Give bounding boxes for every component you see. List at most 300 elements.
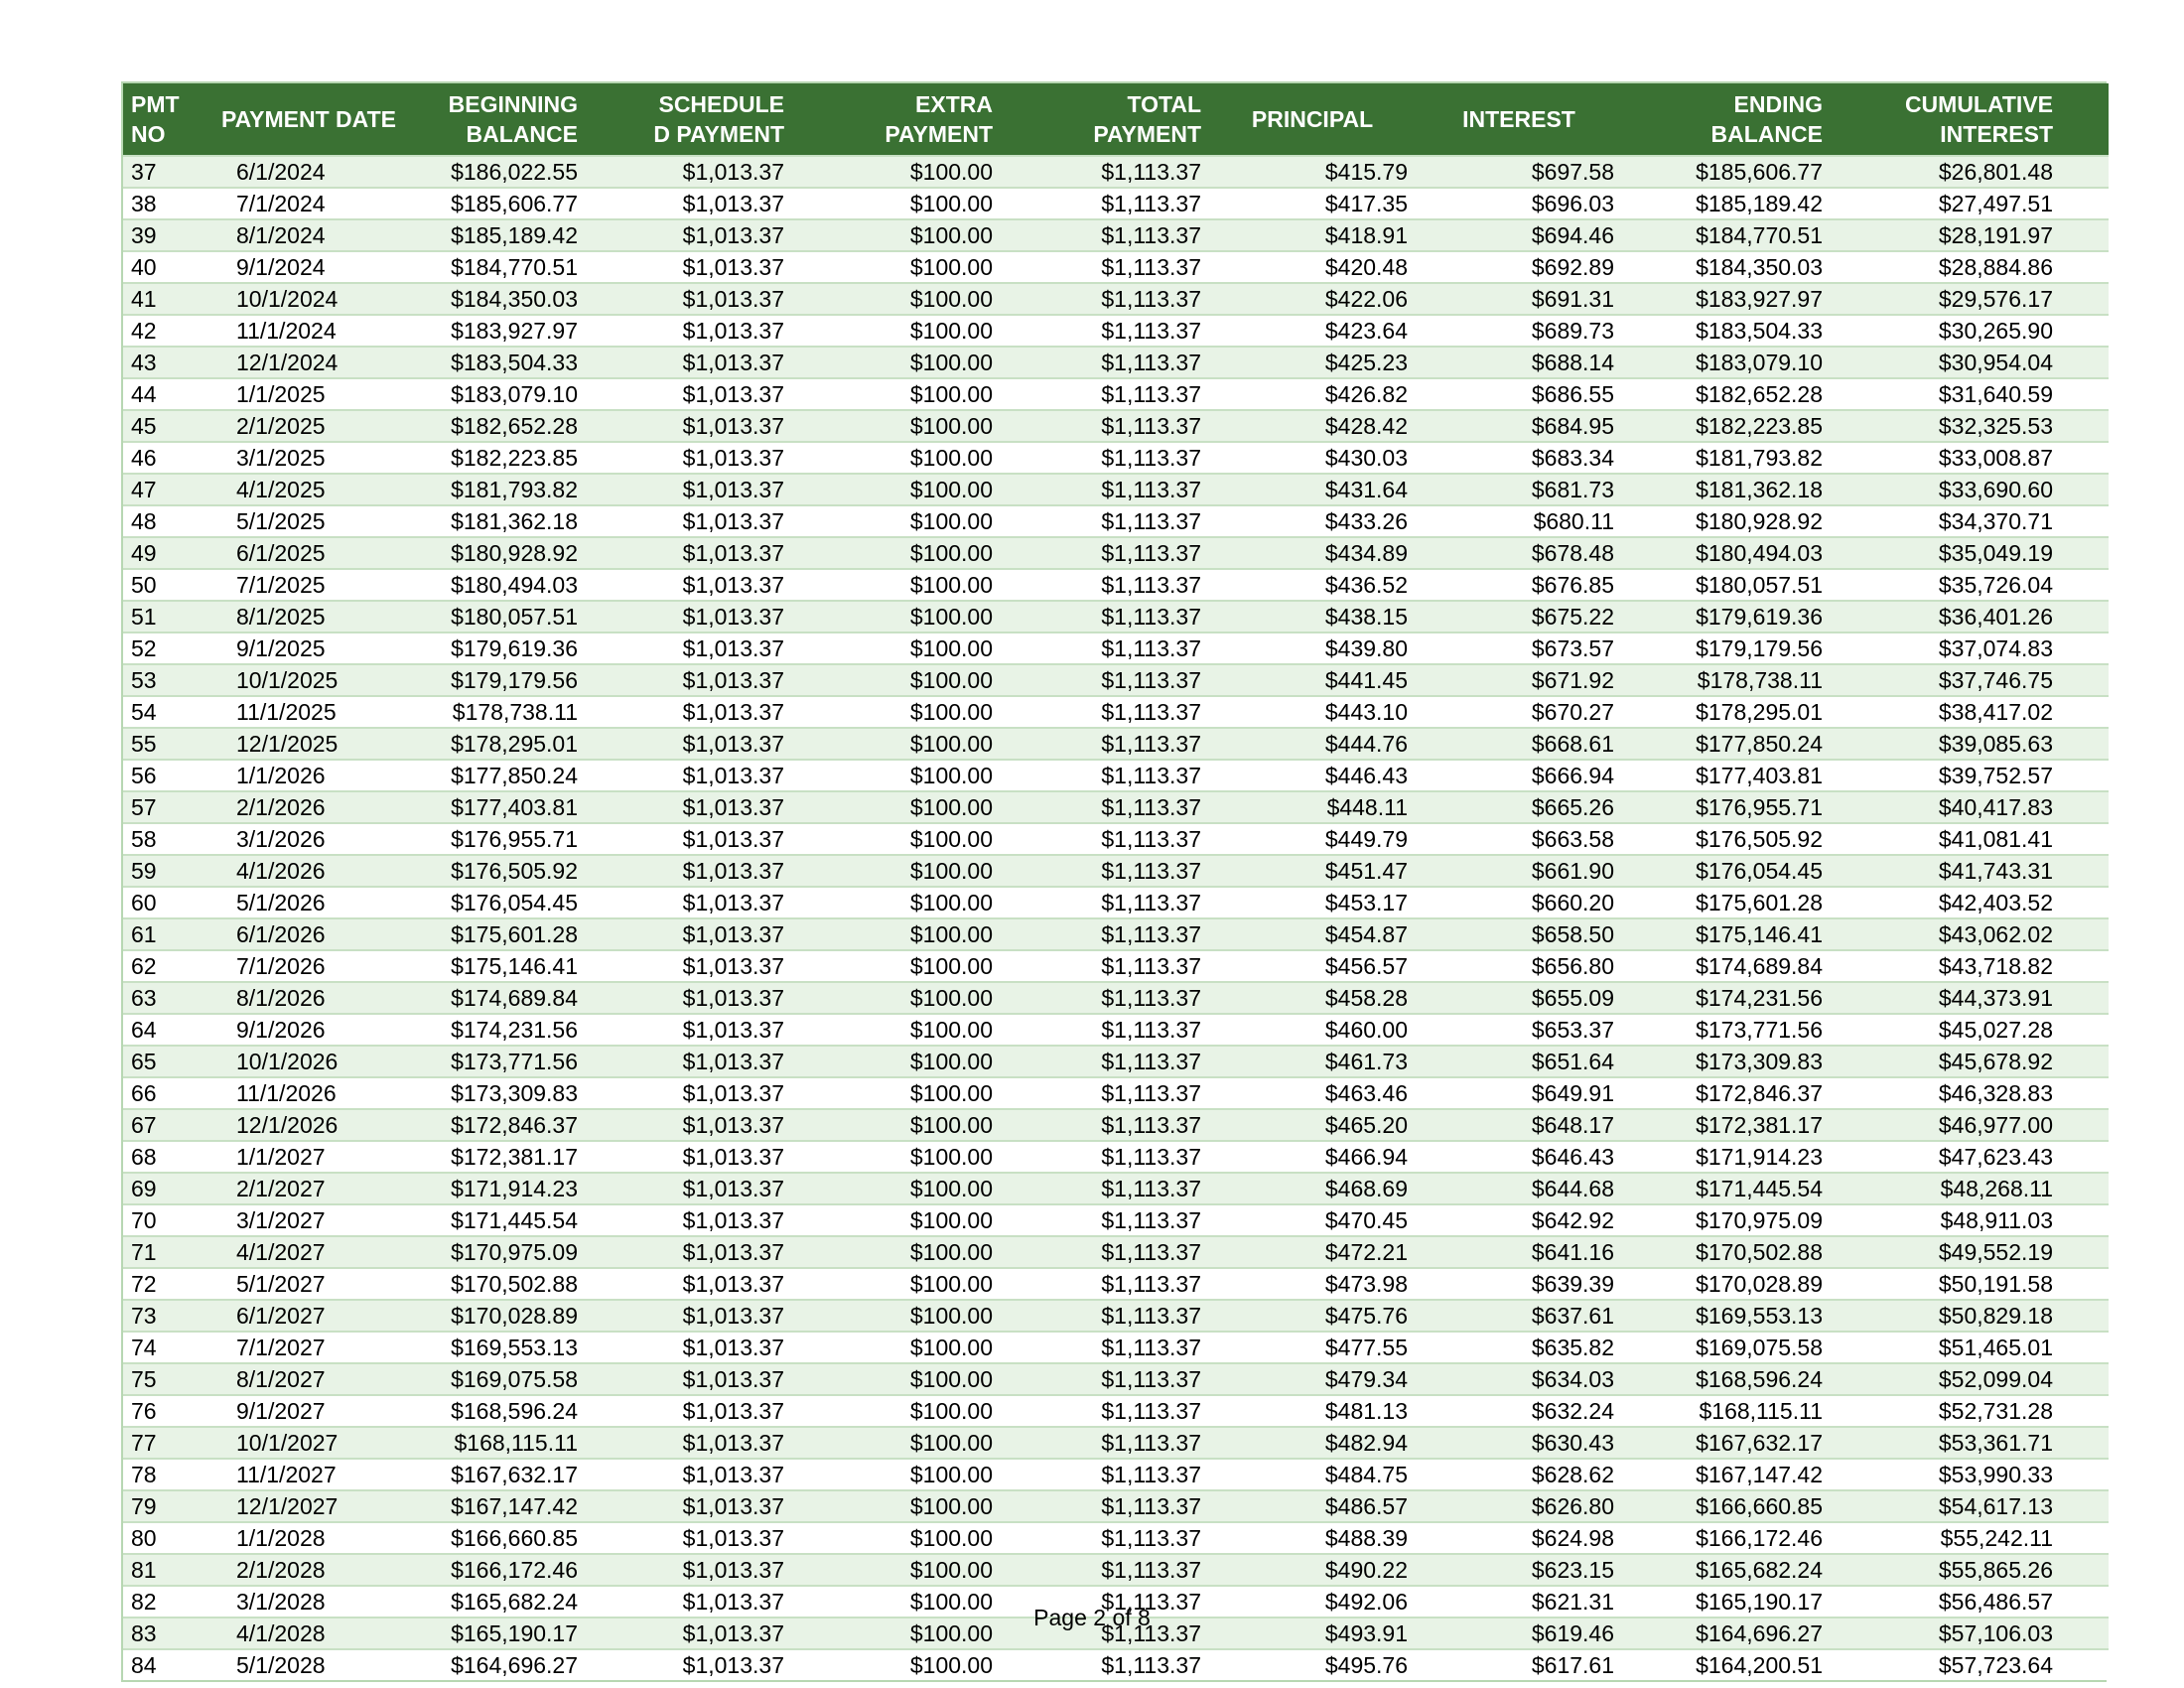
principal-cell: $481.13 [1209,1395,1416,1427]
ending-balance-cell: $172,846.37 [1622,1077,1831,1109]
table-row [123,1300,2109,1332]
principal-cell: $451.47 [1209,855,1416,887]
payment-date-cell: 10/1/2024 [206,283,411,315]
extra-payment-cell: $100.00 [792,887,1001,918]
principal-cell: $453.17 [1209,887,1416,918]
table-row [123,1332,2109,1363]
principal-cell: $484.75 [1209,1459,1416,1490]
beginning-balance-cell: $184,770.51 [411,251,586,283]
interest-cell: $655.09 [1416,982,1622,1014]
pmt-no-cell: 64 [123,1014,206,1046]
interest-cell: $663.58 [1416,823,1622,855]
extra-payment-cell: $100.00 [792,1014,1001,1046]
table-row [123,1141,2109,1173]
table-row [123,855,2109,887]
amortization-table [123,83,2109,1680]
extra-payment-cell: $100.00 [792,696,1001,728]
principal-cell: $460.00 [1209,1014,1416,1046]
extra-payment-cell: $100.00 [792,251,1001,283]
ending-balance-cell: $177,850.24 [1622,728,1831,760]
extra-payment-cell: $100.00 [792,442,1001,474]
ending-balance-cell: $165,682.24 [1622,1554,1831,1586]
beginning-balance-cell: $174,689.84 [411,982,586,1014]
scheduled-payment-cell: $1,013.37 [586,760,792,791]
scheduled-payment-cell: $1,013.37 [586,1618,792,1649]
ending-balance-cell: $170,028.89 [1622,1268,1831,1300]
payment-date-cell: 5/1/2025 [206,505,411,537]
interest-cell: $619.46 [1416,1618,1622,1649]
interest-cell: $626.80 [1416,1490,1622,1522]
table-row [123,887,2109,918]
extra-payment-cell: $100.00 [792,1204,1001,1236]
interest-cell: $644.68 [1416,1173,1622,1204]
payment-date-cell: 6/1/2026 [206,918,411,950]
principal-cell: $422.06 [1209,283,1416,315]
beginning-balance-cell: $167,632.17 [411,1459,586,1490]
ending-balance-cell: $180,928.92 [1622,505,1831,537]
principal-cell: $417.35 [1209,188,1416,219]
interest-cell: $678.48 [1416,537,1622,569]
principal-cell: $486.57 [1209,1490,1416,1522]
ending-balance-cell: $169,075.58 [1622,1332,1831,1363]
cumulative-interest-cell: $33,008.87 [1831,442,2109,474]
scheduled-payment-cell: $1,013.37 [586,633,792,664]
total-payment-cell: $1,113.37 [1001,1046,1209,1077]
interest-cell: $691.31 [1416,283,1622,315]
pmt-no-cell: 78 [123,1459,206,1490]
col-header-payment-date: PAYMENT DATE [206,83,411,156]
beginning-balance-cell: $169,075.58 [411,1363,586,1395]
table-row [123,1649,2109,1680]
principal-cell: $415.79 [1209,156,1416,188]
cumulative-interest-cell: $45,027.28 [1831,1014,2109,1046]
ending-balance-cell: $173,309.83 [1622,1046,1831,1077]
pmt-no-cell: 48 [123,505,206,537]
cumulative-interest-cell: $55,242.11 [1831,1522,2109,1554]
cumulative-interest-cell: $35,049.19 [1831,537,2109,569]
payment-date-cell: 12/1/2024 [206,347,411,378]
extra-payment-cell: $100.00 [792,1490,1001,1522]
extra-payment-cell: $100.00 [792,347,1001,378]
pmt-no-cell: 69 [123,1173,206,1204]
total-payment-cell: $1,113.37 [1001,887,1209,918]
interest-cell: $628.62 [1416,1459,1622,1490]
table-row [123,283,2109,315]
table-row [123,1173,2109,1204]
ending-balance-cell: $167,147.42 [1622,1459,1831,1490]
interest-cell: $634.03 [1416,1363,1622,1395]
principal-cell: $454.87 [1209,918,1416,950]
payment-date-cell: 2/1/2026 [206,791,411,823]
table-row [123,1109,2109,1141]
scheduled-payment-cell: $1,013.37 [586,410,792,442]
scheduled-payment-cell: $1,013.37 [586,918,792,950]
principal-cell: $463.46 [1209,1077,1416,1109]
extra-payment-cell: $100.00 [792,1395,1001,1427]
pmt-no-cell: 74 [123,1332,206,1363]
cumulative-interest-cell: $56,486.57 [1831,1586,2109,1618]
scheduled-payment-cell: $1,013.37 [586,1046,792,1077]
pmt-no-cell: 38 [123,188,206,219]
extra-payment-cell: $100.00 [792,188,1001,219]
total-payment-cell: $1,113.37 [1001,823,1209,855]
payment-date-cell: 3/1/2025 [206,442,411,474]
principal-cell: $434.89 [1209,537,1416,569]
ending-balance-cell: $179,179.56 [1622,633,1831,664]
table-row [123,1014,2109,1046]
pmt-no-cell: 59 [123,855,206,887]
pmt-no-cell: 72 [123,1268,206,1300]
beginning-balance-cell: $182,652.28 [411,410,586,442]
table-row [123,569,2109,601]
cumulative-interest-cell: $53,990.33 [1831,1459,2109,1490]
cumulative-interest-cell: $38,417.02 [1831,696,2109,728]
extra-payment-cell: $100.00 [792,505,1001,537]
table-row [123,251,2109,283]
pmt-no-cell: 82 [123,1586,206,1618]
interest-cell: $632.24 [1416,1395,1622,1427]
ending-balance-cell: $180,494.03 [1622,537,1831,569]
payment-date-cell: 3/1/2027 [206,1204,411,1236]
pmt-no-cell: 37 [123,156,206,188]
ending-balance-cell: $177,403.81 [1622,760,1831,791]
cumulative-interest-cell: $54,617.13 [1831,1490,2109,1522]
total-payment-cell: $1,113.37 [1001,1077,1209,1109]
beginning-balance-cell: $168,115.11 [411,1427,586,1459]
interest-cell: $649.91 [1416,1077,1622,1109]
ending-balance-cell: $173,771.56 [1622,1014,1831,1046]
principal-cell: $468.69 [1209,1173,1416,1204]
interest-cell: $637.61 [1416,1300,1622,1332]
extra-payment-cell: $100.00 [792,569,1001,601]
col-header-total-payment: TOTAL PAYMENT [1001,83,1209,156]
beginning-balance-cell: $173,771.56 [411,1046,586,1077]
scheduled-payment-cell: $1,013.37 [586,283,792,315]
total-payment-cell: $1,113.37 [1001,728,1209,760]
payment-date-cell: 9/1/2024 [206,251,411,283]
extra-payment-cell: $100.00 [792,1649,1001,1680]
beginning-balance-cell: $185,189.42 [411,219,586,251]
payment-date-cell: 10/1/2026 [206,1046,411,1077]
principal-cell: $443.10 [1209,696,1416,728]
ending-balance-cell: $171,445.54 [1622,1173,1831,1204]
cumulative-interest-cell: $30,265.90 [1831,315,2109,347]
beginning-balance-cell: $166,172.46 [411,1554,586,1586]
beginning-balance-cell: $170,028.89 [411,1300,586,1332]
beginning-balance-cell: $171,445.54 [411,1204,586,1236]
scheduled-payment-cell: $1,013.37 [586,1490,792,1522]
pmt-no-cell: 51 [123,601,206,633]
beginning-balance-cell: $183,079.10 [411,378,586,410]
beginning-balance-cell: $166,660.85 [411,1522,586,1554]
total-payment-cell: $1,113.37 [1001,791,1209,823]
pmt-no-cell: 80 [123,1522,206,1554]
ending-balance-cell: $179,619.36 [1622,601,1831,633]
interest-cell: $630.43 [1416,1427,1622,1459]
interest-cell: $673.57 [1416,633,1622,664]
extra-payment-cell: $100.00 [792,537,1001,569]
interest-cell: $689.73 [1416,315,1622,347]
interest-cell: $635.82 [1416,1332,1622,1363]
total-payment-cell: $1,113.37 [1001,950,1209,982]
payment-date-cell: 3/1/2028 [206,1586,411,1618]
extra-payment-cell: $100.00 [792,1236,1001,1268]
scheduled-payment-cell: $1,013.37 [586,1459,792,1490]
ending-balance-cell: $169,553.13 [1622,1300,1831,1332]
interest-cell: $665.26 [1416,791,1622,823]
cumulative-interest-cell: $52,099.04 [1831,1363,2109,1395]
ending-balance-cell: $176,955.71 [1622,791,1831,823]
principal-cell: $438.15 [1209,601,1416,633]
payment-date-cell: 5/1/2026 [206,887,411,918]
beginning-balance-cell: $179,619.36 [411,633,586,664]
beginning-balance-cell: $174,231.56 [411,1014,586,1046]
extra-payment-cell: $100.00 [792,1554,1001,1586]
pmt-no-cell: 58 [123,823,206,855]
table-row [123,1046,2109,1077]
ending-balance-cell: $176,054.45 [1622,855,1831,887]
pmt-no-cell: 42 [123,315,206,347]
table-row [123,1268,2109,1300]
table-row [123,1077,2109,1109]
table-row [123,601,2109,633]
ending-balance-cell: $183,504.33 [1622,315,1831,347]
cumulative-interest-cell: $28,884.86 [1831,251,2109,283]
scheduled-payment-cell: $1,013.37 [586,1173,792,1204]
scheduled-payment-cell: $1,013.37 [586,1332,792,1363]
scheduled-payment-cell: $1,013.37 [586,1300,792,1332]
principal-cell: $458.28 [1209,982,1416,1014]
beginning-balance-cell: $169,553.13 [411,1332,586,1363]
beginning-balance-cell: $183,927.97 [411,315,586,347]
payment-date-cell: 11/1/2026 [206,1077,411,1109]
pmt-no-cell: 52 [123,633,206,664]
ending-balance-cell: $185,606.77 [1622,156,1831,188]
cumulative-interest-cell: $35,726.04 [1831,569,2109,601]
principal-cell: $423.64 [1209,315,1416,347]
cumulative-interest-cell: $31,640.59 [1831,378,2109,410]
scheduled-payment-cell: $1,013.37 [586,1427,792,1459]
table-row [123,1490,2109,1522]
total-payment-cell: $1,113.37 [1001,1109,1209,1141]
interest-cell: $686.55 [1416,378,1622,410]
beginning-balance-cell: $164,696.27 [411,1649,586,1680]
payment-date-cell: 4/1/2028 [206,1618,411,1649]
principal-cell: $495.76 [1209,1649,1416,1680]
ending-balance-cell: $165,190.17 [1622,1586,1831,1618]
payment-date-cell: 6/1/2025 [206,537,411,569]
col-header-pmt-no: PMT NO [123,83,206,156]
payment-date-cell: 9/1/2025 [206,633,411,664]
total-payment-cell: $1,113.37 [1001,1395,1209,1427]
table-row [123,1459,2109,1490]
cumulative-interest-cell: $39,085.63 [1831,728,2109,760]
pmt-no-cell: 49 [123,537,206,569]
total-payment-cell: $1,113.37 [1001,1586,1209,1618]
beginning-balance-cell: $183,504.33 [411,347,586,378]
extra-payment-cell: $100.00 [792,1332,1001,1363]
ending-balance-cell: $183,927.97 [1622,283,1831,315]
cumulative-interest-cell: $48,911.03 [1831,1204,2109,1236]
beginning-balance-cell: $175,146.41 [411,950,586,982]
interest-cell: $648.17 [1416,1109,1622,1141]
cumulative-interest-cell: $52,731.28 [1831,1395,2109,1427]
scheduled-payment-cell: $1,013.37 [586,378,792,410]
total-payment-cell: $1,113.37 [1001,1173,1209,1204]
beginning-balance-cell: $182,223.85 [411,442,586,474]
interest-cell: $653.37 [1416,1014,1622,1046]
payment-date-cell: 6/1/2027 [206,1300,411,1332]
interest-cell: $658.50 [1416,918,1622,950]
extra-payment-cell: $100.00 [792,1109,1001,1141]
pmt-no-cell: 56 [123,760,206,791]
interest-cell: $651.64 [1416,1046,1622,1077]
cumulative-interest-cell: $26,801.48 [1831,156,2109,188]
beginning-balance-cell: $180,928.92 [411,537,586,569]
interest-cell: $668.61 [1416,728,1622,760]
cumulative-interest-cell: $33,690.60 [1831,474,2109,505]
payment-date-cell: 2/1/2028 [206,1554,411,1586]
table-row [123,918,2109,950]
principal-cell: $465.20 [1209,1109,1416,1141]
ending-balance-cell: $183,079.10 [1622,347,1831,378]
extra-payment-cell: $100.00 [792,982,1001,1014]
extra-payment-cell: $100.00 [792,410,1001,442]
extra-payment-cell: $100.00 [792,1173,1001,1204]
extra-payment-cell: $100.00 [792,791,1001,823]
cumulative-interest-cell: $46,977.00 [1831,1109,2109,1141]
table-row [123,1363,2109,1395]
pmt-no-cell: 45 [123,410,206,442]
table-row [123,156,2109,188]
table-row [123,791,2109,823]
scheduled-payment-cell: $1,013.37 [586,791,792,823]
payment-date-cell: 6/1/2024 [206,156,411,188]
principal-cell: $488.39 [1209,1522,1416,1554]
beginning-balance-cell: $178,295.01 [411,728,586,760]
principal-cell: $473.98 [1209,1268,1416,1300]
extra-payment-cell: $100.00 [792,1586,1001,1618]
cumulative-interest-cell: $27,497.51 [1831,188,2109,219]
table-row [123,315,2109,347]
extra-payment-cell: $100.00 [792,1522,1001,1554]
principal-cell: $439.80 [1209,633,1416,664]
ending-balance-cell: $168,115.11 [1622,1395,1831,1427]
scheduled-payment-cell: $1,013.37 [586,601,792,633]
ending-balance-cell: $166,660.85 [1622,1490,1831,1522]
total-payment-cell: $1,113.37 [1001,378,1209,410]
beginning-balance-cell: $178,738.11 [411,696,586,728]
scheduled-payment-cell: $1,013.37 [586,1141,792,1173]
beginning-balance-cell: $184,350.03 [411,283,586,315]
scheduled-payment-cell: $1,013.37 [586,569,792,601]
interest-cell: $641.16 [1416,1236,1622,1268]
beginning-balance-cell: $176,054.45 [411,887,586,918]
scheduled-payment-cell: $1,013.37 [586,1554,792,1586]
interest-cell: $660.20 [1416,887,1622,918]
pmt-no-cell: 70 [123,1204,206,1236]
scheduled-payment-cell: $1,013.37 [586,315,792,347]
cumulative-interest-cell: $34,370.71 [1831,505,2109,537]
ending-balance-cell: $172,381.17 [1622,1109,1831,1141]
pmt-no-cell: 76 [123,1395,206,1427]
extra-payment-cell: $100.00 [792,633,1001,664]
interest-cell: $697.58 [1416,156,1622,188]
payment-date-cell: 9/1/2026 [206,1014,411,1046]
interest-cell: $670.27 [1416,696,1622,728]
beginning-balance-cell: $168,596.24 [411,1395,586,1427]
payment-date-cell: 2/1/2025 [206,410,411,442]
pmt-no-cell: 61 [123,918,206,950]
payment-date-cell: 11/1/2024 [206,315,411,347]
table-row [123,1522,2109,1554]
total-payment-cell: $1,113.37 [1001,696,1209,728]
scheduled-payment-cell: $1,013.37 [586,696,792,728]
principal-cell: $426.82 [1209,378,1416,410]
principal-cell: $482.94 [1209,1427,1416,1459]
payment-date-cell: 4/1/2027 [206,1236,411,1268]
beginning-balance-cell: $177,850.24 [411,760,586,791]
scheduled-payment-cell: $1,013.37 [586,188,792,219]
ending-balance-cell: $180,057.51 [1622,569,1831,601]
beginning-balance-cell: $170,975.09 [411,1236,586,1268]
principal-cell: $477.55 [1209,1332,1416,1363]
payment-date-cell: 3/1/2026 [206,823,411,855]
scheduled-payment-cell: $1,013.37 [586,1109,792,1141]
interest-cell: $642.92 [1416,1204,1622,1236]
payment-date-cell: 12/1/2025 [206,728,411,760]
ending-balance-cell: $170,975.09 [1622,1204,1831,1236]
payment-date-cell: 8/1/2025 [206,601,411,633]
pmt-no-cell: 84 [123,1649,206,1680]
scheduled-payment-cell: $1,013.37 [586,728,792,760]
scheduled-payment-cell: $1,013.37 [586,855,792,887]
interest-cell: $621.31 [1416,1586,1622,1618]
extra-payment-cell: $100.00 [792,664,1001,696]
payment-date-cell: 10/1/2027 [206,1427,411,1459]
ending-balance-cell: $175,146.41 [1622,918,1831,950]
cumulative-interest-cell: $28,191.97 [1831,219,2109,251]
principal-cell: $420.48 [1209,251,1416,283]
col-header-scheduled-payment: SCHEDULE D PAYMENT [586,83,792,156]
cumulative-interest-cell: $43,062.02 [1831,918,2109,950]
pmt-no-cell: 63 [123,982,206,1014]
beginning-balance-cell: $181,793.82 [411,474,586,505]
ending-balance-cell: $185,189.42 [1622,188,1831,219]
interest-cell: $683.34 [1416,442,1622,474]
scheduled-payment-cell: $1,013.37 [586,1014,792,1046]
col-header-cumulative-interest: CUMULATIVE INTEREST [1831,83,2109,156]
pmt-no-cell: 40 [123,251,206,283]
interest-cell: $681.73 [1416,474,1622,505]
total-payment-cell: $1,113.37 [1001,1332,1209,1363]
payment-date-cell: 7/1/2026 [206,950,411,982]
principal-cell: $493.91 [1209,1618,1416,1649]
principal-cell: $448.11 [1209,791,1416,823]
payment-date-cell: 11/1/2027 [206,1459,411,1490]
pmt-no-cell: 77 [123,1427,206,1459]
interest-cell: $671.92 [1416,664,1622,696]
scheduled-payment-cell: $1,013.37 [586,442,792,474]
payment-date-cell: 7/1/2027 [206,1332,411,1363]
extra-payment-cell: $100.00 [792,760,1001,791]
interest-cell: $656.80 [1416,950,1622,982]
principal-cell: $475.76 [1209,1300,1416,1332]
cumulative-interest-cell: $50,829.18 [1831,1300,2109,1332]
cumulative-interest-cell: $39,752.57 [1831,760,2109,791]
total-payment-cell: $1,113.37 [1001,855,1209,887]
table-row [123,633,2109,664]
